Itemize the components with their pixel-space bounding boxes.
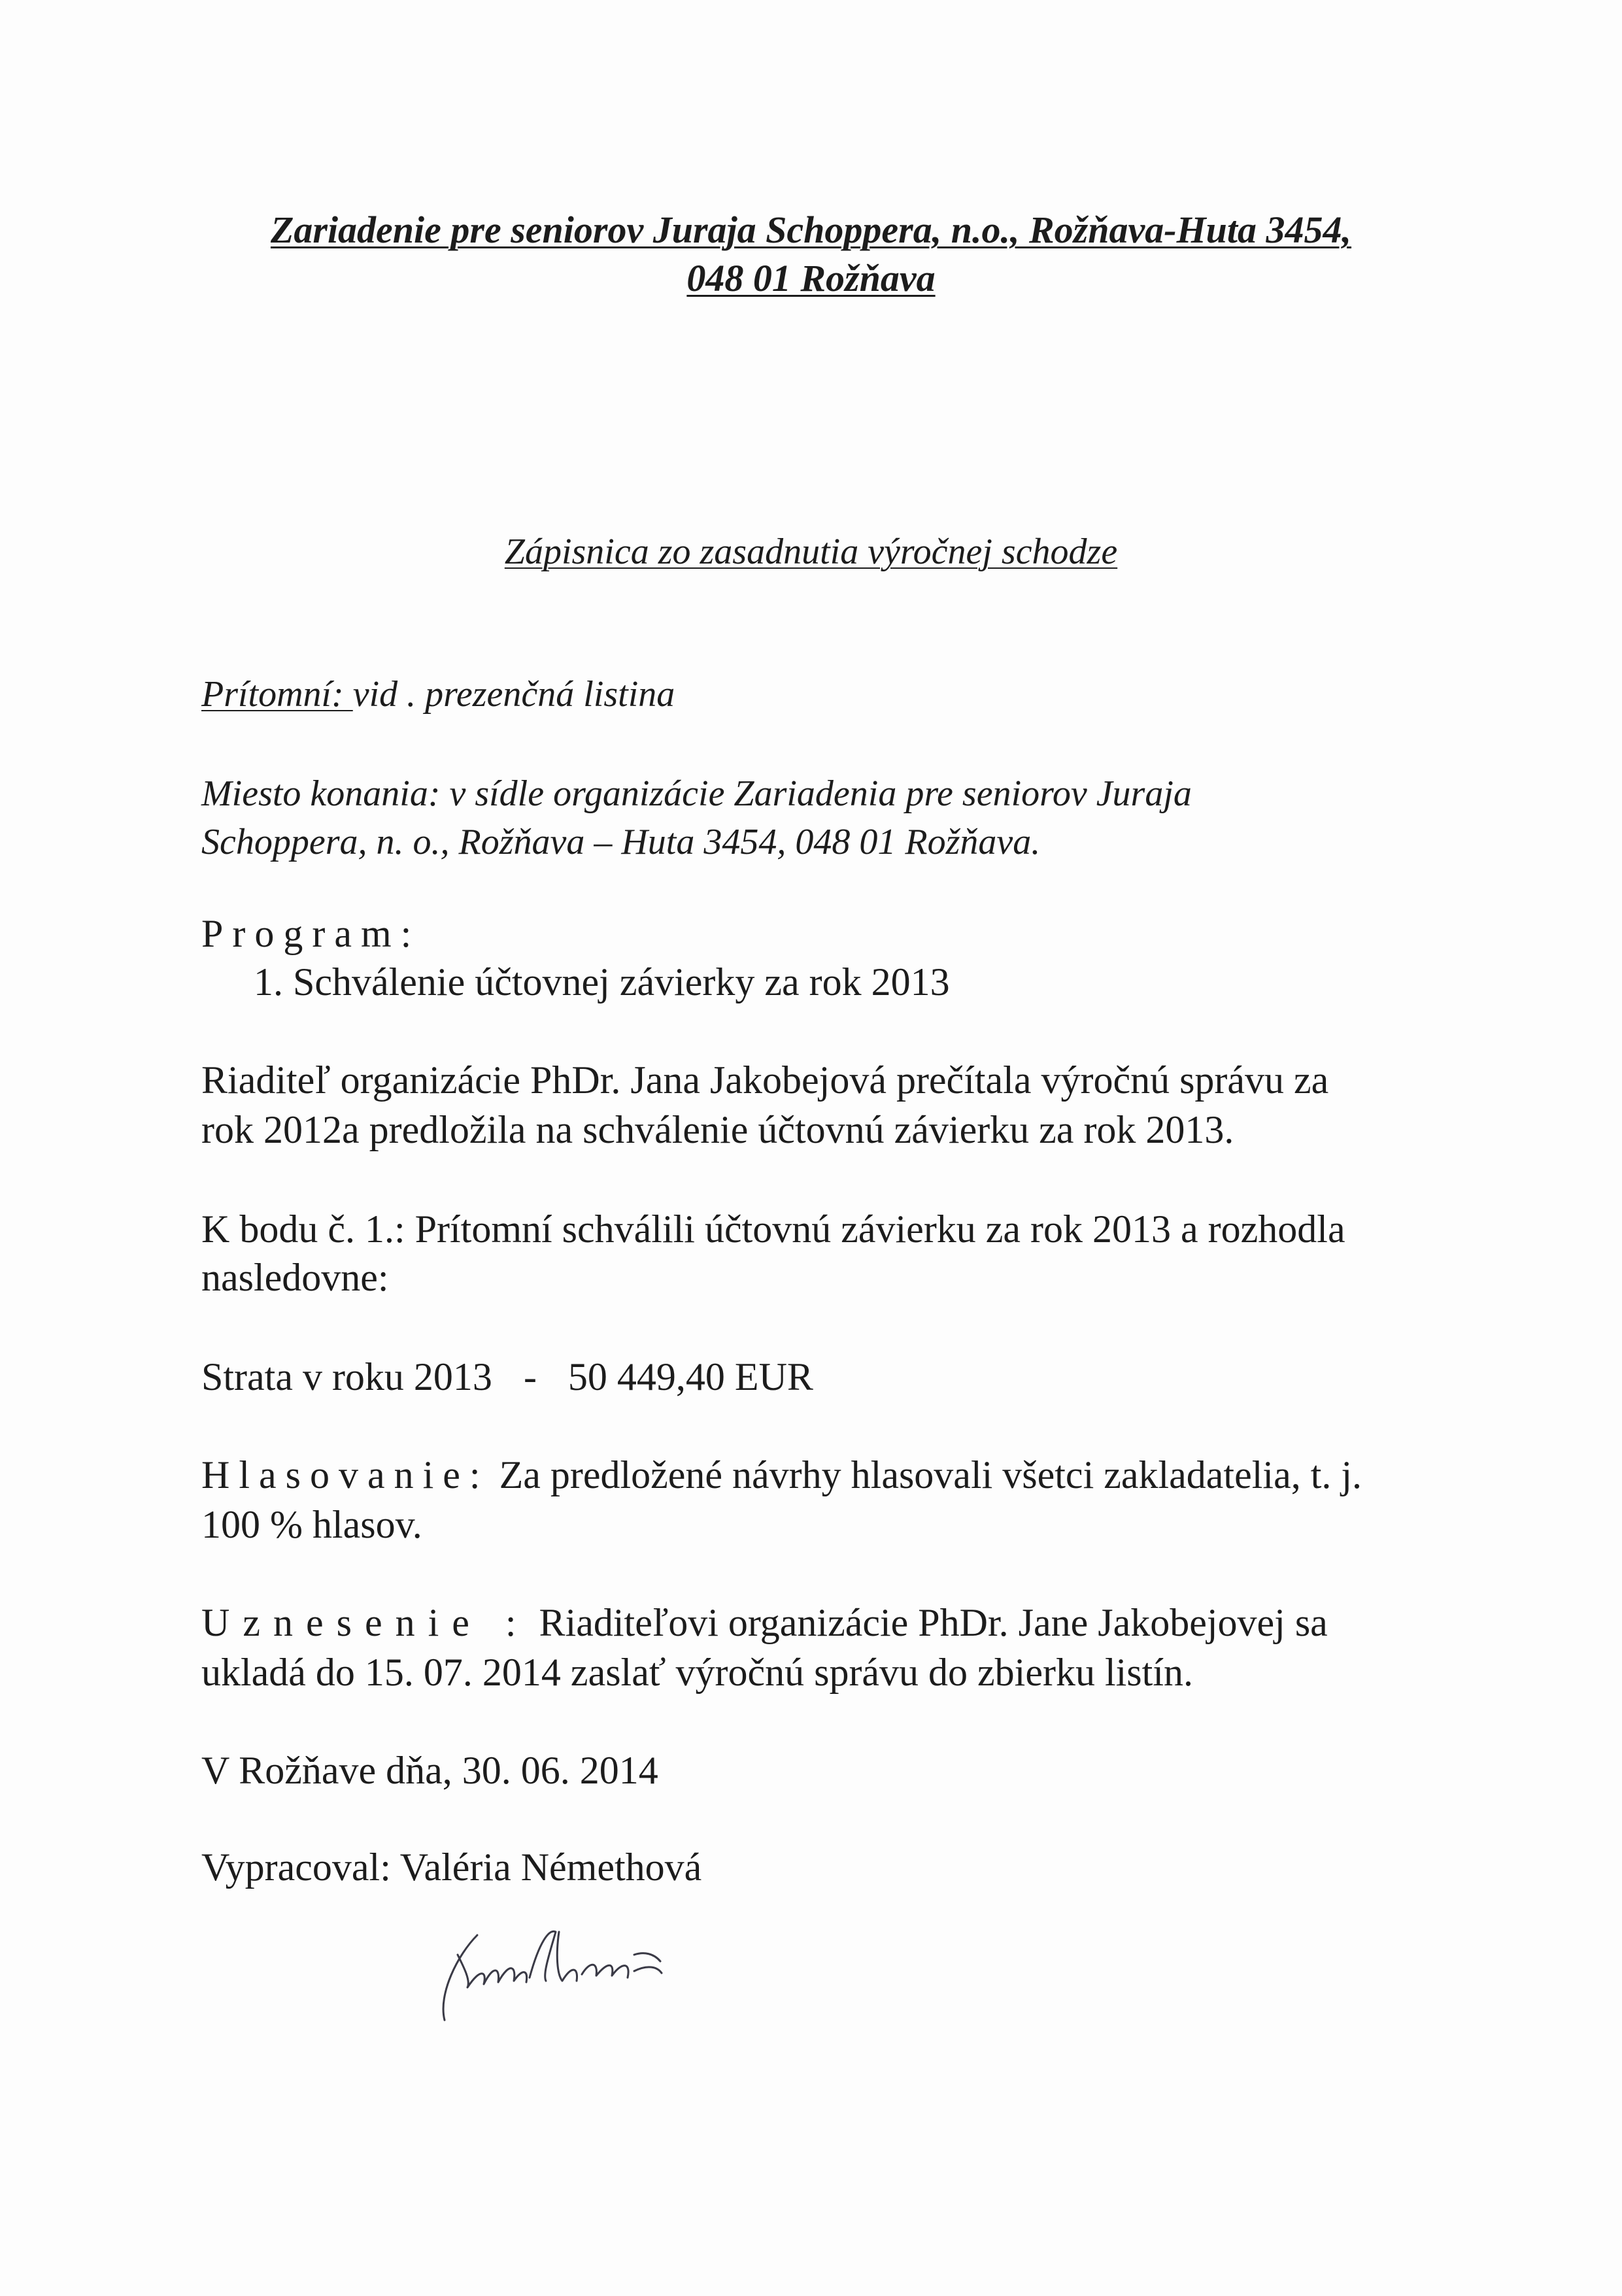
prepared-by: Vypracoval: Valéria Némethová — [201, 1846, 702, 1889]
program-item-1: 1. Schválenie účtovnej závierky za rok 2013 — [254, 960, 950, 1004]
loss-dash: - — [523, 1355, 537, 1398]
header-line-2: 048 01 Rožňava — [686, 257, 936, 299]
venue-line-1: Miesto konania: v sídle organizácie Zariadenia pre seniorov Juraja — [201, 773, 1192, 814]
document-title: Zápisnica zo zasadnutia výročnej schodze — [504, 532, 1118, 572]
place-date: V Rožňave dňa, 30. 06. 2014 — [201, 1749, 658, 1792]
attendees-line — [201, 673, 675, 715]
resolution-line-1 — [201, 1600, 1328, 1646]
signature-icon — [418, 1916, 732, 2046]
resolution-text: Riaditeľovi organizácie PhDr. Jane Jakobejovej sa — [539, 1601, 1328, 1644]
resolution-label: Uznesenie : — [201, 1601, 530, 1644]
point1-line-2: nasledovne: — [201, 1256, 389, 1299]
point1-line-1: K bodu č. 1.: Prítomní schválili účtovnú závierku za rok 2013 a rozhodla — [201, 1207, 1345, 1251]
attendees-value: vid . prezenčná listina — [352, 674, 675, 715]
attendees-label: Prítomní: — [201, 674, 353, 715]
header-line-1: Zariadenie pre seniorov Juraja Schoppera, n.o., Rožňava-Huta 3454, — [270, 209, 1352, 251]
venue-line-2: Schoppera, n. o., Rožňava – Huta 3454, 048 01 Rožňava. — [201, 822, 1041, 862]
voting-text: Za predložené návrhy hlasovali všetci zakladatelia, t. j. — [499, 1453, 1362, 1496]
voting-line-1 — [201, 1453, 1362, 1498]
loss-amount: 50 449,40 EUR — [567, 1355, 813, 1398]
loss-label: Strata v roku 2013 — [201, 1355, 492, 1398]
report-line-1: Riaditeľ organizácie PhDr. Jana Jakobejová prečítala výročnú správu za — [201, 1058, 1329, 1102]
program-label: Program: — [201, 912, 421, 955]
loss-line — [201, 1355, 813, 1400]
resolution-line-2: ukladá do 15. 07. 2014 zaslať výročnú správu do zbierku listín. — [201, 1651, 1193, 1694]
report-line-2: rok 2012a predložila na schválenie účtovnú závierku za rok 2013. — [201, 1108, 1234, 1151]
voting-label: Hlasovanie: — [201, 1453, 490, 1496]
voting-line-2: 100 % hlasov. — [201, 1503, 422, 1546]
